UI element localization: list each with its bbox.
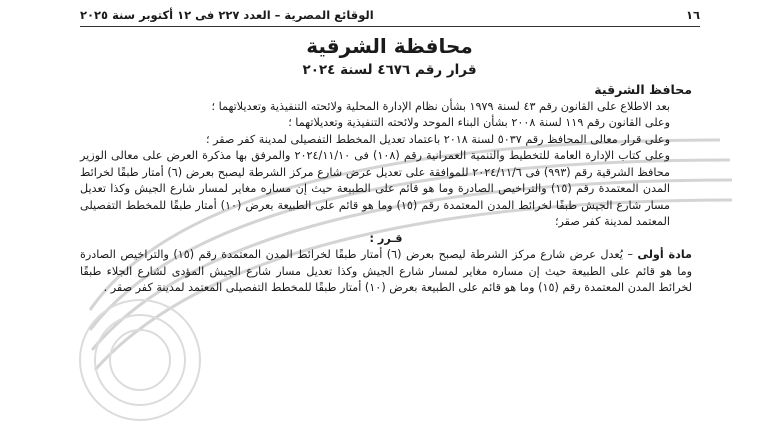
decision-heading: قـرر :: [369, 231, 403, 245]
page-header: [80, 6, 700, 24]
decree-number: قرار رقم ٤٦٧٦ لسنة ٢٠٢٤: [302, 62, 477, 78]
article-one-text: – يُعدل عرض شارع مركز الشرطة ليصبح بعرض (٦) أمتار طبقًا لخرائط المدن المعتمدة رقم (١٥) والتراخيص الصادرة وما هو قائم على الطبيعة حيث إن مساره مغاير لمسار شارع الجيش وكذا تعديل مسار شارع الجيش المؤدى لشارع الجلاء طبقًا لخرائط المدن المعتمدة رقم (١٥) وما هو قائم على الطبيعة بعرض (١٠) أمتار طبقًا للمخطط التفصيلى المعتمد لمدينة كفر صقر .: [80, 248, 692, 294]
header-divider: [80, 26, 700, 27]
decree-body: [80, 82, 692, 297]
issuer-heading: محافظ الشرقية: [594, 82, 692, 97]
preamble-paragraph-1: بعد الاطلاع على القانون رقم ٤٣ لسنة ١٩٧٩ بشأن نظام الإدارة المحلية ولائحته التنفيذية وتعديلاتهما ؛: [211, 99, 670, 113]
publication-info: الوقائع المصرية – العدد ٢٢٧ فى ١٢ أكتوبر سنة ٢٠٢٥: [80, 8, 374, 22]
document-title: محافظة الشرقية: [306, 34, 473, 58]
preamble-paragraph-3: وعلى قرار معالى المحافظ رقم ٥٠٣٧ لسنة ٢٠١٨ باعتماد تعديل المخطط التفصيلى لمدينة كفر صقر ؛: [205, 132, 670, 146]
article-one-label: مادة أولى: [637, 248, 692, 261]
page-number: ١٦: [685, 8, 700, 22]
preamble-paragraph-2: وعلى القانون رقم ١١٩ لسنة ٢٠٠٨ بشأن البناء الموحد ولائحته التنفيذية وتعديلاتهما ؛: [288, 116, 670, 129]
article-one: [80, 247, 692, 297]
preamble-paragraph-4: وعلى كتاب الإدارة العامة للتخطيط والتنمية العمرانية رقم (١٠٨) فى ٢٠٢٤/١١/١٠ والمرفق بها مذكرة العرض على معالى الوزير محافظ الشرقية رقم (٩٩٣) فى ٢٠٢٤/١١/٦ للموافقة على تعديل عرض شارع مركز الشرطة ليصبح بعرض (٦) أمتار طبقًا لخرائط المدن المعتمدة رقم (١٥) والتراخيص الصادرة وما هو قائم على الطبيعة حيث إن مساره مغاير لمسار شارع الجيش وكذا تعديل مسار شارع الجيش طبقًا لخرائط المدن المعتمدة رقم (١٥) وما هو قائم على الطبيعة بعرض (١٠) أمتار طبقًا للمخطط التفصيلى المعتمد لمدينة كفر صقر؛: [80, 149, 670, 228]
